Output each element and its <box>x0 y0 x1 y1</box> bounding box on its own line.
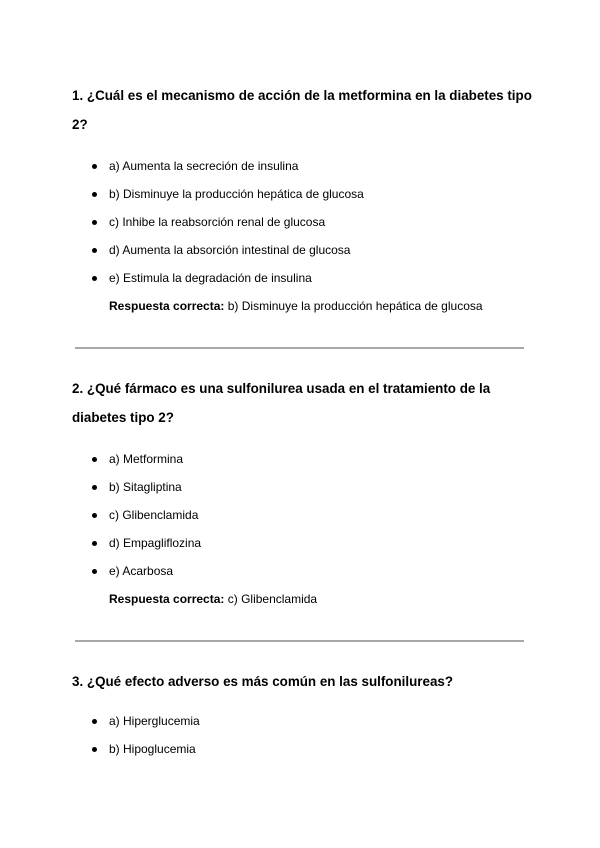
bullet-icon <box>92 569 97 574</box>
bullet-icon <box>92 485 97 490</box>
list-item <box>72 508 532 536</box>
list-item <box>72 714 532 742</box>
option-text: d) Empagliflozina <box>109 536 202 550</box>
option-text: b) Hipoglucemia <box>109 742 196 756</box>
bullet-icon <box>92 276 97 281</box>
correct-answer <box>72 592 532 607</box>
list-item <box>72 480 532 508</box>
list-item <box>72 452 532 480</box>
list-item <box>72 536 532 564</box>
correct-answer <box>72 299 532 314</box>
list-item <box>72 159 532 187</box>
list-item <box>72 187 532 215</box>
option-text: e) Estimula la degradación de insulina <box>109 271 312 285</box>
option-text: b) Sitagliptina <box>109 480 182 494</box>
list-item <box>72 271 532 299</box>
bullet-icon <box>92 220 97 225</box>
list-item <box>72 215 532 243</box>
option-text: c) Inhibe la reabsorción renal de glucosa <box>109 215 326 229</box>
question-2 <box>72 374 532 607</box>
answer-value: c) Glibenclamida <box>227 592 318 606</box>
answer-label: Respuesta correcta: <box>109 592 225 606</box>
option-text: a) Metformina <box>109 452 184 466</box>
question-title: 1. ¿Cuál es el mecanismo de acción de la metformina en la diabetes tipo 2? <box>72 88 532 132</box>
bullet-icon <box>92 513 97 518</box>
option-text: d) Aumenta la absorción intestinal de glucosa <box>109 243 351 257</box>
bullet-icon <box>92 457 97 462</box>
option-text: a) Hiperglucemia <box>109 714 200 728</box>
option-list <box>72 452 532 592</box>
question-1 <box>72 81 532 314</box>
option-text: a) Aumenta la secreción de insulina <box>109 159 299 173</box>
option-text: b) Disminuye la producción hepática de glucosa <box>109 187 364 201</box>
answer-label: Respuesta correcta: <box>109 299 225 313</box>
bullet-icon <box>92 719 97 724</box>
option-text: c) Glibenclamida <box>109 508 199 522</box>
option-text: e) Acarbosa <box>109 564 174 578</box>
bullet-icon <box>92 248 97 253</box>
bullet-icon <box>92 747 97 752</box>
question-title: 3. ¿Qué efecto adverso es más común en las sulfonilureas? <box>72 674 454 689</box>
bullet-icon <box>92 541 97 546</box>
section-divider <box>75 640 524 642</box>
question-3 <box>72 667 532 770</box>
answer-value: b) Disminuye la producción hepática de glucosa <box>227 299 483 313</box>
list-item <box>72 243 532 271</box>
bullet-icon <box>92 192 97 197</box>
option-list <box>72 714 532 770</box>
list-item <box>72 564 532 592</box>
section-divider <box>75 347 524 349</box>
bullet-icon <box>92 164 97 169</box>
question-title: 2. ¿Qué fármaco es una sulfonilurea usada en el tratamiento de la diabetes tipo 2? <box>72 381 491 425</box>
list-item <box>72 742 532 770</box>
option-list <box>72 159 532 299</box>
